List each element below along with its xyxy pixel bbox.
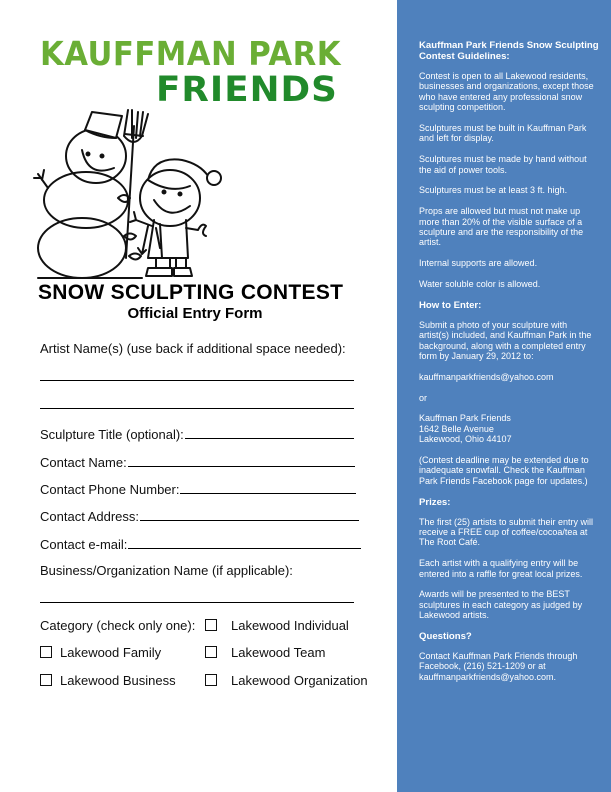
category-label: Category (check only one):	[40, 618, 196, 633]
artist-names-line-1[interactable]	[40, 380, 354, 381]
category-lakewood-business: Lakewood Business	[60, 673, 176, 688]
mailing-address	[419, 413, 599, 444]
contact-name-input[interactable]	[128, 465, 355, 467]
business-name-line[interactable]	[40, 602, 354, 603]
guidelines-sidebar	[397, 0, 611, 792]
logo-kauffman-park: KAUFFMAN PARK	[40, 34, 342, 73]
guideline-item: Sculptures must be built in Kauffman Park and left for display.	[419, 123, 587, 144]
prize-item: Awards will be presented to the BEST sculptures in each category as judged by Lakewood artists.	[419, 589, 583, 621]
contact-address-label: Contact Address:	[40, 509, 139, 524]
guideline-item: Internal supports are allowed.	[419, 258, 538, 269]
guideline-item: Water soluble color is allowed.	[419, 279, 541, 290]
or-text: or	[419, 392, 428, 403]
category-lakewood-individual: Lakewood Individual	[231, 618, 349, 633]
contact-phone-input[interactable]	[180, 492, 356, 494]
contact-name-field[interactable]	[40, 452, 355, 470]
questions-contact-text: Contact Kauffman Park Friends through Facebook, (216) 521-1209 or at kauffmanparkfriends@yahoo.com.	[419, 651, 578, 682]
contact-email-label: Contact e-mail:	[40, 537, 128, 552]
address-line-2: 1642 Belle Avenue	[419, 423, 494, 434]
entry-email-link[interactable]: kauffmanparkfriends@yahoo.com	[419, 371, 554, 382]
form-subtitle: Official Entry Form	[127, 305, 263, 322]
sculpture-title-field[interactable]	[40, 424, 354, 442]
guidelines-content	[419, 40, 599, 693]
checkbox-lakewood-team[interactable]	[205, 646, 217, 658]
address-line-3: Lakewood, Ohio 44107	[419, 434, 512, 445]
category-lakewood-organization: Lakewood Organization	[231, 673, 368, 688]
guideline-item: Sculptures must be at least 3 ft. high.	[419, 185, 568, 196]
prize-item: Each artist with a qualifying entry will be entered into a raffle for great local prizes.	[419, 558, 583, 579]
contact-phone-label: Contact Phone Number:	[40, 482, 180, 497]
business-name-label: Business/Organization Name (if applicable):	[40, 563, 293, 578]
guidelines-heading: Kauffman Park Friends Snow Sculpting Contest Guidelines:	[419, 40, 599, 62]
prize-item: The first (25) artists to submit their entry will receive a FREE cup of coffee/cocoa/tea at The Root Café.	[419, 516, 594, 548]
contact-address-field[interactable]	[40, 506, 359, 524]
guideline-item: Props are allowed but must not make up more than 20% of the visible surface of a sculpture and are the responsibility of the artist.	[419, 206, 584, 248]
how-to-enter-heading: How to Enter:	[419, 299, 482, 311]
artist-names-label: Artist Name(s) (use back if additional space needed):	[40, 341, 346, 356]
guideline-item: Sculptures must be made by hand without the aid of power tools.	[419, 154, 587, 175]
contact-email-field[interactable]	[40, 534, 361, 552]
logo-friends: FRIENDS	[156, 70, 338, 110]
contact-phone-field[interactable]	[40, 479, 356, 497]
questions-heading: Questions?	[419, 631, 472, 643]
category-lakewood-team: Lakewood Team	[231, 645, 326, 660]
category-lakewood-family: Lakewood Family	[60, 645, 162, 660]
contact-name-label: Contact Name:	[40, 455, 127, 470]
sculpture-title-input[interactable]	[185, 437, 354, 439]
checkbox-lakewood-family[interactable]	[40, 646, 52, 658]
artist-names-line-2[interactable]	[40, 408, 354, 409]
snowman-illustration	[30, 108, 230, 280]
guideline-item: Contest is open to all Lakewood residents, businesses and organizations, except those who have entered any professional snow sculpting competition.	[419, 71, 594, 113]
contact-email-input[interactable]	[128, 547, 361, 549]
checkbox-lakewood-business[interactable]	[40, 674, 52, 686]
how-to-enter-intro: Submit a photo of your sculpture with artist(s) included, and Kauffman Park in the background, along with a completed entry form by January 29, 2012 to:	[419, 319, 592, 362]
prizes-heading: Prizes:	[419, 496, 451, 508]
contest-title: SNOW SCULPTING CONTEST	[38, 281, 344, 304]
contact-address-input[interactable]	[140, 519, 359, 521]
deadline-note: (Contest deadline may be extended due to inadequate snowfall. Check the Kauffman Park Friends Facebook page for updates.)	[419, 455, 589, 486]
checkbox-lakewood-organization[interactable]	[205, 674, 217, 686]
address-line-1: Kauffman Park Friends	[419, 413, 511, 424]
checkbox-lakewood-individual[interactable]	[205, 619, 217, 631]
sculpture-title-label: Sculpture Title (optional):	[40, 427, 184, 442]
